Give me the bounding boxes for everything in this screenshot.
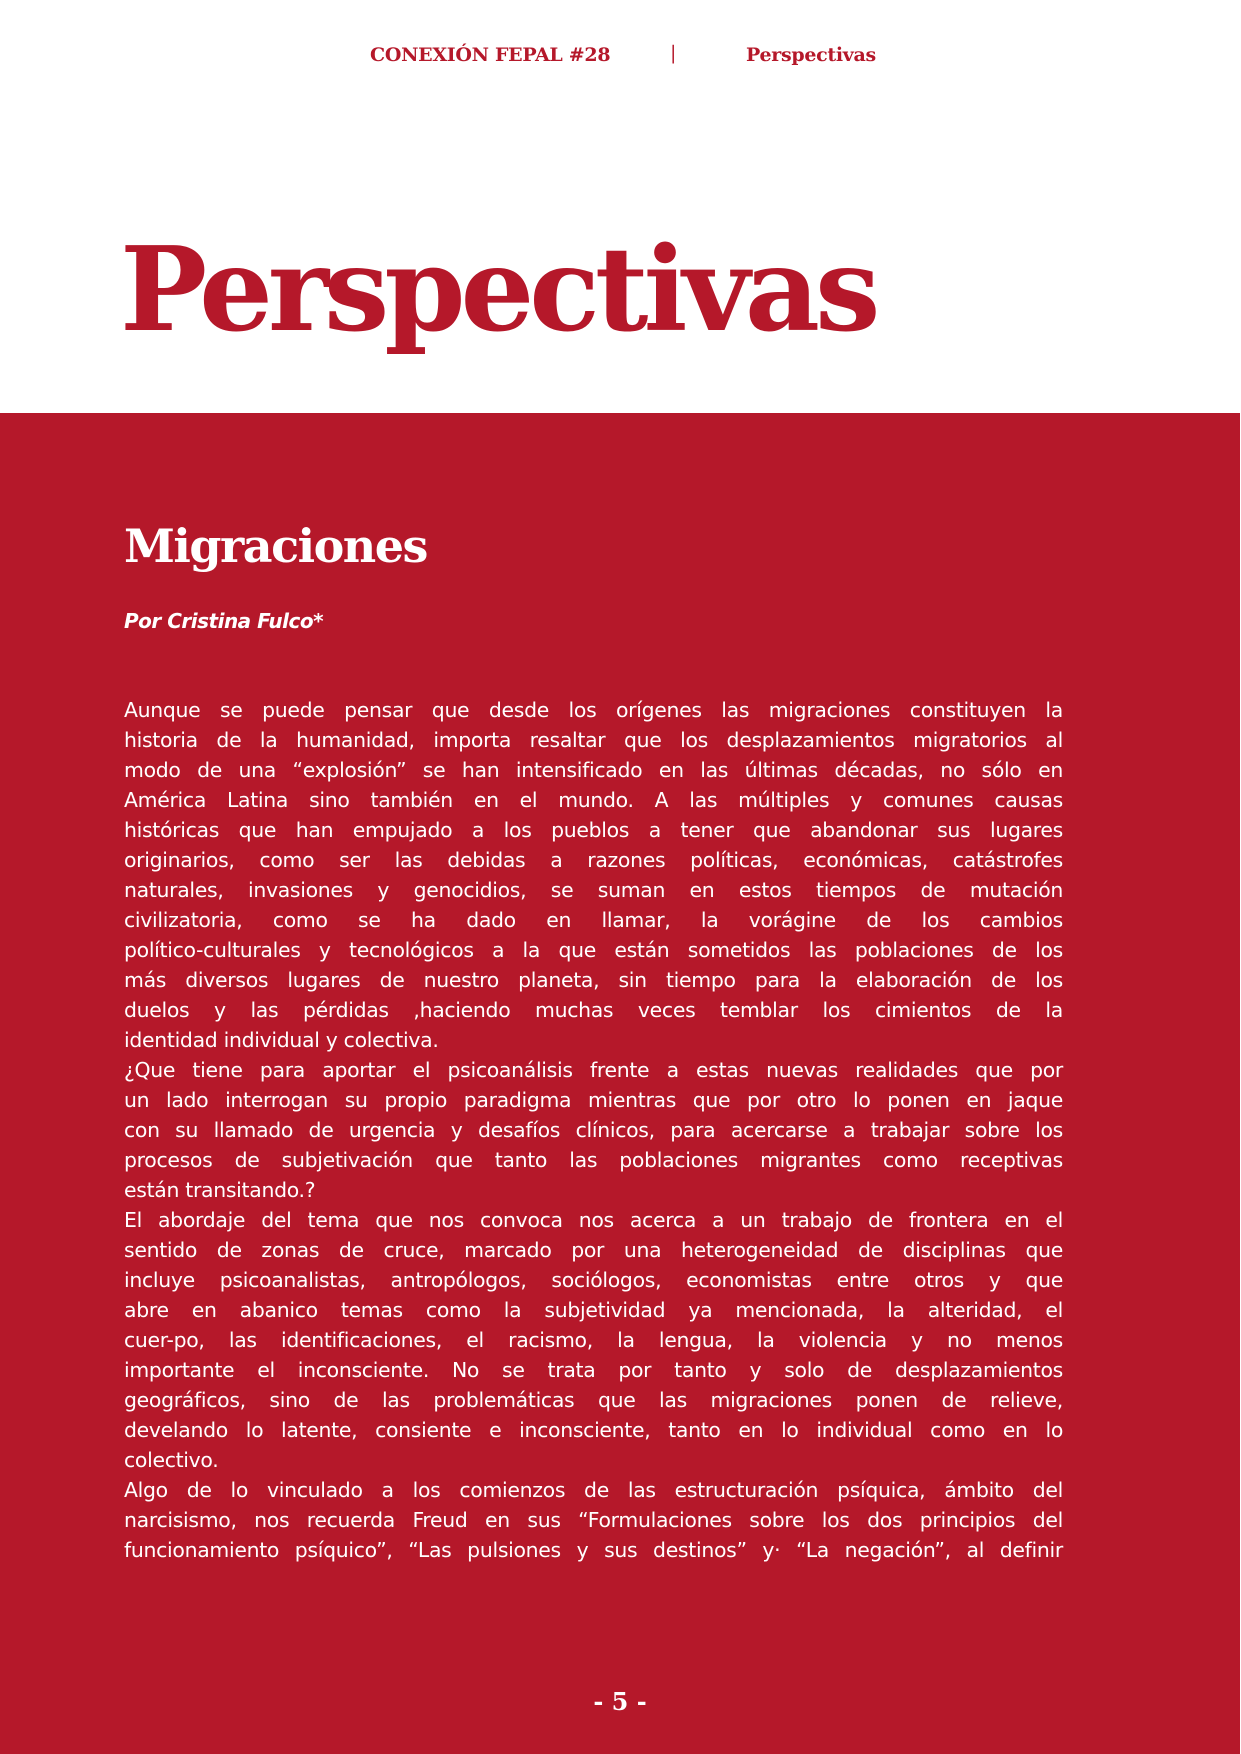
body-line: duelos y las pérdidas ,haciendo muchas veces temblar los cimientos de la xyxy=(124,998,1063,1022)
body-line: develando lo latente, consiente e inconsciente, tanto en lo individual como en lo xyxy=(124,1418,1063,1442)
body-line: colectivo. xyxy=(124,1448,219,1472)
body-line: modo de una “explosión” se han intensificado en las últimas décadas, no sólo en xyxy=(124,758,1063,782)
body-line: más diversos lugares de nuestro planeta, sin tiempo para la elaboración de los xyxy=(124,968,1063,992)
body-line: un lado interrogan su propio paradigma mientras que por otro lo ponen en jaque xyxy=(124,1088,1063,1112)
page-number: - 5 - xyxy=(593,1687,647,1716)
header-separator: | xyxy=(670,42,677,64)
body-line: El abordaje del tema que nos convoca nos acerca a un trabajo de frontera en el xyxy=(124,1208,1063,1232)
body-line: América Latina sino también en el mundo. A las múltiples y comunes causas xyxy=(124,788,1063,812)
body-line: con su llamado de urgencia y desafíos clínicos, para acercarse a trabajar sobre los xyxy=(124,1118,1063,1142)
issue-label: CONEXIÓN FEPAL #28 xyxy=(370,44,611,66)
body-line: importante el inconsciente. No se trata por tanto y solo de desplazamientos xyxy=(124,1358,1063,1382)
body-line: identidad individual y colectiva. xyxy=(124,1028,439,1052)
running-header xyxy=(0,44,1241,74)
body-line: geográficos, sino de las problemáticas que las migraciones ponen de relieve, xyxy=(124,1388,1063,1412)
body-line: cuer-po, las identificaciones, el racismo, la lengua, la violencia y no menos xyxy=(124,1328,1063,1352)
body-line: abre en abanico temas como la subjetividad ya mencionada, la alteridad, el xyxy=(124,1298,1063,1322)
body-line: civilizatoria, como se ha dado en llamar, la vorágine de los cambios xyxy=(124,908,1063,932)
article-title: Migraciones xyxy=(124,519,427,573)
body-line: procesos de subjetivación que tanto las poblaciones migrantes como receptivas xyxy=(124,1148,1063,1172)
body-line: están transitando.? xyxy=(124,1178,316,1202)
body-line: historia de la humanidad, importa resaltar que los desplazamientos migratorios al xyxy=(124,728,1063,752)
body-line: ¿Que tiene para aportar el psicoanálisis frente a estas nuevas realidades que por xyxy=(124,1058,1063,1082)
article-panel xyxy=(0,413,1240,1754)
body-line: funcionamiento psíquico”, “Las pulsiones y sus destinos” y· “La negación”, al definir xyxy=(124,1538,1063,1562)
article-body xyxy=(124,695,1063,1565)
body-line: Aunque se puede pensar que desde los orígenes las migraciones constituyen la xyxy=(124,698,1063,722)
article-byline: Por Cristina Fulco* xyxy=(124,609,324,633)
body-line: originarios, como ser las debidas a razones políticas, económicas, catástrofes xyxy=(124,848,1063,872)
page-title: Perspectivas xyxy=(120,222,876,358)
body-line: sentido de zonas de cruce, marcado por una heterogeneidad de disciplinas que xyxy=(124,1238,1063,1262)
body-line: históricas que han empujado a los pueblos a tener que abandonar sus lugares xyxy=(124,818,1063,842)
body-line: Algo de lo vinculado a los comienzos de las estructuración psíquica, ámbito del xyxy=(124,1478,1063,1502)
body-line: narcisismo, nos recuerda Freud en sus “Formulaciones sobre los dos principios del xyxy=(124,1508,1063,1532)
body-line: político-culturales y tecnológicos a la que están sometidos las poblaciones de los xyxy=(124,938,1063,962)
body-line: incluye psicoanalistas, antropólogos, sociólogos, economistas entre otros y que xyxy=(124,1268,1063,1292)
section-label: Perspectivas xyxy=(746,44,876,66)
body-line: naturales, invasiones y genocidios, se suman en estos tiempos de mutación xyxy=(124,878,1063,902)
